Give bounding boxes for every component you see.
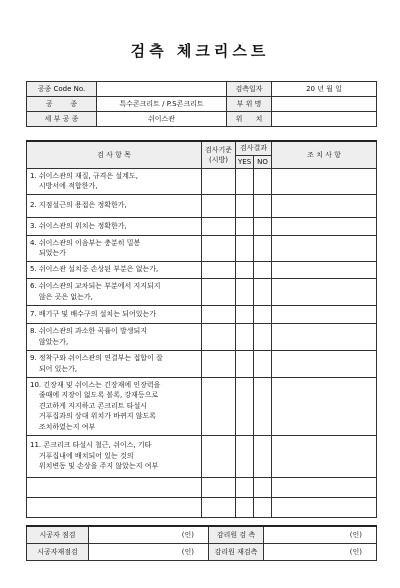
checklist-row xyxy=(27,235,377,261)
no-cell[interactable] xyxy=(254,497,272,517)
signoff-table xyxy=(26,525,377,561)
yes-cell[interactable] xyxy=(236,305,254,323)
action-cell[interactable] xyxy=(272,235,377,261)
yes-cell[interactable] xyxy=(236,278,254,305)
checklist-row xyxy=(27,261,377,278)
standard-cell[interactable] xyxy=(202,435,236,477)
no-cell[interactable] xyxy=(254,377,272,435)
no-cell[interactable] xyxy=(254,350,272,377)
yes-cell[interactable] xyxy=(236,350,254,377)
checklist-empty-row xyxy=(27,497,377,517)
no-cell[interactable] xyxy=(254,435,272,477)
standard-header: 검사기준 (시방) xyxy=(202,141,236,168)
standard-cell[interactable] xyxy=(202,377,236,435)
check-item: 10. 긴장재 및 쉬이스는 긴장재에 인장력을 줄때에 지장이 없도록 볼록, 강재등으로 견고하게 지지하고 콘크리트 타설시 거푸집과의 상대 위치가 바뀌지 않도록 조치하였는지 여부 xyxy=(27,377,202,435)
standard-cell[interactable] xyxy=(202,235,236,261)
check-item: 5. 쉬이스관 설치중 손상된 부분은 없는가, xyxy=(27,261,202,278)
no-cell[interactable] xyxy=(254,305,272,323)
standard-cell[interactable] xyxy=(202,497,236,517)
yes-cell[interactable] xyxy=(236,168,254,194)
check-item: 2. 지점설근의 용접은 정확한가, xyxy=(27,194,202,217)
checklist-header-row xyxy=(27,141,377,155)
standard-cell[interactable] xyxy=(202,261,236,278)
checklist-row xyxy=(27,217,377,235)
action-cell[interactable] xyxy=(272,261,377,278)
no-header: NO xyxy=(254,155,272,168)
location-label: 위 치 xyxy=(227,112,272,127)
no-cell[interactable] xyxy=(254,194,272,217)
supervisor-inspect-label: 감리원 검 측 xyxy=(209,526,264,543)
part-name-value[interactable] xyxy=(272,97,377,112)
signoff-row-inspect xyxy=(27,526,377,543)
detail-type-label: 세 부 공 종 xyxy=(27,112,97,127)
action-cell[interactable] xyxy=(272,477,377,497)
date-value[interactable]: 20 년 월 일 xyxy=(272,82,377,97)
check-item-empty[interactable] xyxy=(27,497,202,517)
checklist-row xyxy=(27,350,377,377)
no-cell[interactable] xyxy=(254,477,272,497)
standard-cell[interactable] xyxy=(202,477,236,497)
action-cell[interactable] xyxy=(272,377,377,435)
contractor-reinspect-seal[interactable]: (인) xyxy=(89,543,209,560)
standard-cell[interactable] xyxy=(202,278,236,305)
action-cell[interactable] xyxy=(272,194,377,217)
action-cell[interactable] xyxy=(272,497,377,517)
supervisor-reinspect-label: 감리원 재검측 xyxy=(209,543,264,560)
standard-cell[interactable] xyxy=(202,217,236,235)
info-row-code xyxy=(27,82,377,97)
check-item: 8. 쉬이스관의 과소한 곡률이 발생되지 않았는가, xyxy=(27,323,202,350)
checklist-row xyxy=(27,377,377,435)
no-cell[interactable] xyxy=(254,217,272,235)
signoff-row-reinspect xyxy=(27,543,377,560)
action-cell[interactable] xyxy=(272,168,377,194)
date-label: 검측일자 xyxy=(227,82,272,97)
standard-cell[interactable] xyxy=(202,323,236,350)
code-label: 공종 Code No. xyxy=(27,82,97,97)
info-row-detail xyxy=(27,112,377,127)
check-item: 9. 정착구와 쉬이스관의 연결부는 접합이 잘 되어 있는가, xyxy=(27,350,202,377)
part-name-label: 부 위 명 xyxy=(227,97,272,112)
action-cell[interactable] xyxy=(272,323,377,350)
work-type-value[interactable]: 특수콘크리트 / P.S콘크리트 xyxy=(97,97,227,112)
page-title: 검측 체크리스트 xyxy=(130,42,270,60)
detail-type-value[interactable]: 쉬이스관 xyxy=(97,112,227,127)
yes-cell[interactable] xyxy=(236,377,254,435)
checklist-row xyxy=(27,435,377,477)
standard-cell[interactable] xyxy=(202,168,236,194)
standard-cell[interactable] xyxy=(202,350,236,377)
action-cell[interactable] xyxy=(272,278,377,305)
check-item: 6. 쉬이스관의 교차되는 부분에서 지지되지 않은 곳은 없는가, xyxy=(27,278,202,305)
action-cell[interactable] xyxy=(272,350,377,377)
no-cell[interactable] xyxy=(254,168,272,194)
yes-cell[interactable] xyxy=(236,323,254,350)
contractor-inspect-seal[interactable]: (인) xyxy=(89,526,209,543)
no-cell[interactable] xyxy=(254,261,272,278)
checklist-row xyxy=(27,168,377,194)
action-cell[interactable] xyxy=(272,435,377,477)
no-cell[interactable] xyxy=(254,235,272,261)
supervisor-inspect-seal[interactable]: (인) xyxy=(264,526,377,543)
contractor-reinspect-label: 시공자재점검 xyxy=(27,543,89,560)
checklist-row xyxy=(27,194,377,217)
item-header: 검 사 항 목 xyxy=(27,141,202,168)
standard-cell[interactable] xyxy=(202,194,236,217)
contractor-inspect-label: 시공자 점검 xyxy=(27,526,89,543)
checklist-row xyxy=(27,323,377,350)
supervisor-reinspect-seal[interactable]: (인) xyxy=(264,543,377,560)
check-item: 4. 쉬이스관의 이음부는 충분히 밀봉 되었는가 xyxy=(27,235,202,261)
check-item: 3. 쉬이스관의 위치는 정확한가, xyxy=(27,217,202,235)
info-table xyxy=(26,81,377,127)
yes-cell[interactable] xyxy=(236,261,254,278)
no-cell[interactable] xyxy=(254,278,272,305)
checklist-row xyxy=(27,305,377,323)
yes-cell[interactable] xyxy=(236,435,254,477)
check-item: 11. 콘크리크 타설시 철근, 쉬이스, 기타 거푸집내에 배치되어 있는 것의 위치변동 및 손상을 주지 않았는지 여부 xyxy=(27,435,202,477)
code-value[interactable] xyxy=(97,82,227,97)
yes-cell[interactable] xyxy=(236,477,254,497)
yes-cell[interactable] xyxy=(236,194,254,217)
checklist-row xyxy=(27,278,377,305)
check-item-empty[interactable] xyxy=(27,477,202,497)
yes-cell[interactable] xyxy=(236,235,254,261)
checklist-empty-row xyxy=(27,477,377,497)
check-item: 7. 배기구 및 배수구의 설치는 되어있는가 xyxy=(27,305,202,323)
work-type-label: 공 종 xyxy=(27,97,97,112)
yes-header: YES xyxy=(236,155,254,168)
action-cell[interactable] xyxy=(272,217,377,235)
action-cell[interactable] xyxy=(272,305,377,323)
info-row-work-type xyxy=(27,97,377,112)
yes-cell[interactable] xyxy=(236,217,254,235)
standard-cell[interactable] xyxy=(202,305,236,323)
no-cell[interactable] xyxy=(254,323,272,350)
yes-cell[interactable] xyxy=(236,497,254,517)
action-header: 조 치 사 항 xyxy=(272,141,377,168)
check-item: 1. 쉬이스관의 재질, 규격은 설계도, 시방서에 적합한가, xyxy=(27,168,202,194)
location-value[interactable] xyxy=(272,112,377,127)
result-header: 검사결과 xyxy=(236,141,272,155)
checklist-table xyxy=(26,140,377,518)
